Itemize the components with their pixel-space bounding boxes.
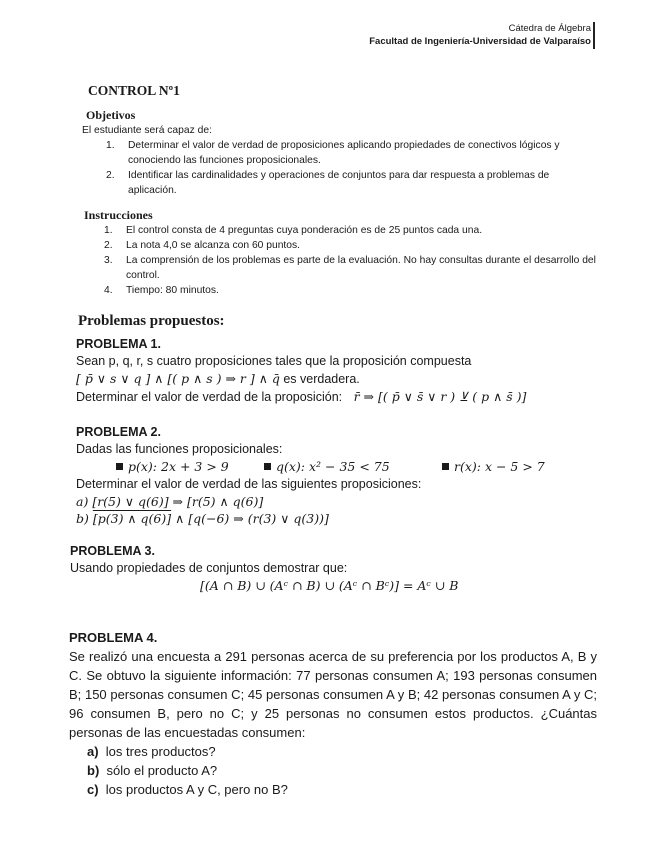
problema-1-formula-line <box>76 370 602 388</box>
header-department: Cátedra de Álgebra <box>508 23 591 34</box>
problema-4-items <box>69 742 597 799</box>
list-item: 1. El control consta de 4 preguntas cuya ponderación es de 25 puntos cada una. <box>104 225 483 236</box>
problema-2-intro: Dadas las funciones proposicionales: <box>76 442 283 456</box>
problema-3-heading: PROBLEMA 3. <box>70 544 155 558</box>
page-title: CONTROL Nº1 <box>88 83 180 98</box>
page-header <box>369 22 591 48</box>
function-r: r(x): x − 5 > 7 <box>442 458 545 476</box>
header-faculty: Facultad de Ingeniería-Universidad de Valparaíso <box>369 36 591 47</box>
problema-2-heading: PROBLEMA 2. <box>76 425 161 439</box>
objetivos-list <box>106 138 600 198</box>
instrucciones-section <box>84 208 600 298</box>
objetivos-intro: El estudiante será capaz de: <box>82 125 212 136</box>
list-item: b) sólo el producto A? <box>87 763 218 778</box>
problema-1-statement: Sean p, q, r, s cuatro proposiciones tales que la proposición compuesta <box>76 354 472 368</box>
list-item: 3. La comprensión de los problemas es parte de la evaluación. No hay consultas durante el desarrollo del control. <box>104 255 596 281</box>
problema-1 <box>76 336 602 406</box>
bullet-square-icon <box>442 463 449 470</box>
problema-1-heading: PROBLEMA 1. <box>76 337 161 351</box>
objetivos-heading: Objetivos <box>86 108 136 122</box>
problema-3-intro: Usando propiedades de conjuntos demostrar que: <box>70 561 348 575</box>
problema-2-item-b: b) [p(3) ∧ q(6)] ∧ [q(−6) ⇒ (r(3) ∨ q(3))] <box>76 511 329 526</box>
list-item: 2. La nota 4,0 se alcanza con 60 puntos. <box>104 240 301 251</box>
list-item: a) los tres productos? <box>87 744 216 759</box>
function-q: q(x): x² − 35 < 75 <box>264 458 442 476</box>
problema-2-item-a: a) [r(5) ∨ q(6)] ⇒ [r(5) ∧ q(6)] <box>76 494 264 509</box>
list-item: 2. Identificar las cardinalidades y operaciones de conjuntos para dar respuesta a problemas de aplicación. <box>106 170 550 196</box>
problema-4-statement: Se realizó una encuesta a 291 personas acerca de su preferencia por los productos A, B y C. Se obtuvo la siguiente información: 77 personas consumen A; 193 personas consumen B; 150 personas consumen C; 45 personas consumen A y B; 42 personas consumen A y C; 96 consumen B, pero no C; y 25 personas no consumen estos productos. ¿Cuántas personas de las encuestadas consumen: <box>69 649 597 740</box>
problema-1-formula-tail: es verdadera. <box>283 372 360 386</box>
bullet-square-icon <box>116 463 123 470</box>
header-divider <box>593 22 595 49</box>
objetivos-section <box>82 108 600 198</box>
instrucciones-heading: Instrucciones <box>84 208 153 222</box>
instrucciones-list <box>104 223 600 298</box>
problema-1-formula: [ p̄ ∨ s ∨ q ] ∧ [( p ∧ s ) ⇒ r ] ∧ q̄ <box>76 371 280 386</box>
problema-1-question: Determinar el valor de verdad de la proposición: r̄ ⇒ [( p̄ ∨ s̄ ∨ r ) ⊻ ( p ∧ s̄ )] <box>76 389 527 404</box>
list-item: 1. Determinar el valor de verdad de proposiciones aplicando propiedades de conectivos lógicos y conociendo las funciones proposicionales. <box>106 140 560 166</box>
function-p: p(x): 2x + 3 > 9 <box>116 458 264 476</box>
problema-1-formula-2: r̄ ⇒ [( p̄ ∨ s̄ ∨ r ) ⊻ ( p ∧ s̄ )] <box>353 389 527 404</box>
problema-2-functions <box>116 458 602 476</box>
bullet-square-icon <box>264 463 271 470</box>
problema-3-formula: [(A ∩ B) ∪ (Aᶜ ∩ B) ∪ (Aᶜ ∩ Bᶜ)] = Aᶜ ∪ B <box>200 578 459 593</box>
problema-2 <box>76 424 602 527</box>
problema-4-heading: PROBLEMA 4. <box>69 630 158 645</box>
list-item: c) los productos A y C, pero no B? <box>87 782 288 797</box>
problema-4 <box>69 628 597 799</box>
problemas-heading: Problemas propuestos: <box>78 313 225 329</box>
list-item: 4. Tiempo: 80 minutos. <box>104 285 219 296</box>
problema-3 <box>70 543 602 594</box>
problema-2-question: Determinar el valor de verdad de las siguientes proposiciones: <box>76 477 422 491</box>
